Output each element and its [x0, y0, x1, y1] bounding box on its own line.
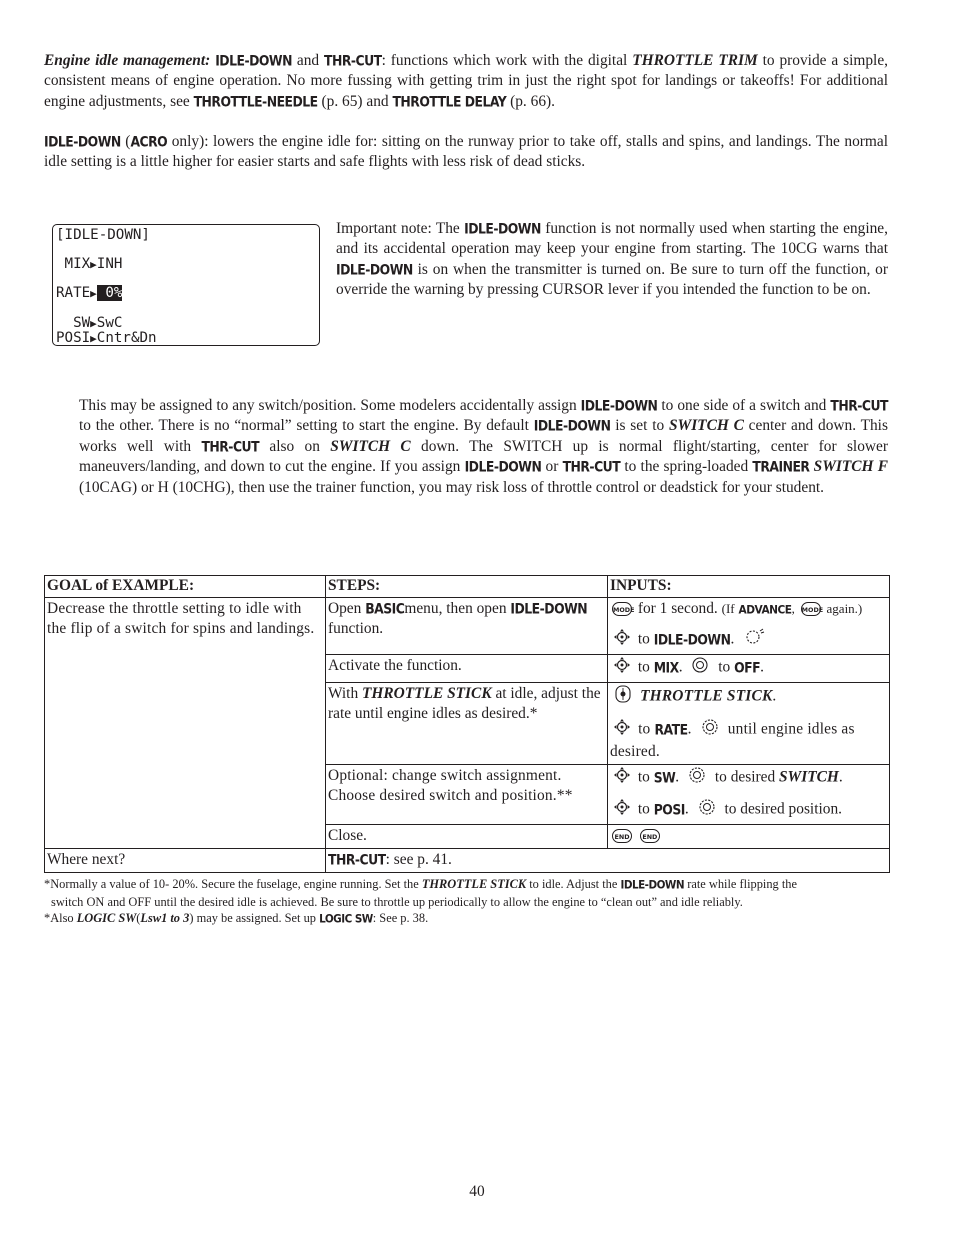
fn-advance: ADVANCE	[738, 603, 792, 617]
throttle-stick-ref: THROTTLE STICK	[421, 877, 527, 891]
arrow-right-icon: ▶	[90, 287, 97, 300]
header-inputs: INPUTS:	[608, 576, 890, 598]
cursor-lever-icon	[613, 798, 631, 822]
text: to	[637, 658, 650, 676]
switch-c-ref: SWITCH C	[668, 417, 744, 435]
text: switch ON and OFF until the desired idle is achieved. Be sure to throttle up periodically to allow the engine to “clean out” and idle reliably.	[51, 895, 743, 909]
text: only): lowers the engine idle for: sitting on the runway prior to take off, stalls and spins, and landings. The normal idle setting is a little higher for easier starts and safe flights with less risk of dead sticks.	[44, 133, 888, 171]
lcd-posi-value: Cntr&Dn	[96, 330, 157, 346]
intro-paragraph	[44, 51, 888, 112]
fn-thr-cut: THR-CUT	[328, 851, 386, 868]
lcd-sw-label: SW	[56, 315, 91, 331]
text: ,	[791, 601, 795, 616]
text: With	[328, 685, 359, 702]
text: *Normally a value of 10- 20%. Secure the fuselage, engine running. Set the	[44, 877, 419, 891]
fn-logic-sw: LOGIC SW	[319, 912, 373, 926]
lcd-screen	[52, 224, 320, 346]
fn-posi: POSI	[653, 800, 685, 818]
text: function is not normally used when starting the engine, and its accidental operation may keep your engine from starting. The 10CG warns that	[336, 220, 888, 258]
text: center and down. This works well with	[79, 417, 888, 455]
cursor-lever-icon	[613, 628, 631, 652]
text: to	[637, 768, 650, 786]
text: to	[637, 800, 650, 818]
throttle-stick-ref: THROTTLE STICK	[640, 687, 773, 705]
text: to idle. Adjust the	[529, 877, 618, 891]
text: for 1 second.	[637, 600, 718, 617]
text: .	[684, 800, 689, 818]
lcd-rate-value: 0%	[96, 285, 123, 301]
header-goal: GOAL of EXAMPLE:	[45, 576, 326, 598]
text: menu, then open	[404, 600, 507, 617]
text: (10CAG) or H (10CHG), then use the trainer function, you may risk loss of throttle control or deadstick for your student.	[79, 478, 825, 496]
text: .	[675, 768, 680, 786]
page-number: 40	[469, 1183, 485, 1200]
input-line	[610, 599, 887, 620]
text: .	[760, 658, 764, 676]
text: .	[678, 658, 683, 676]
text: to one side of a switch and	[661, 397, 827, 414]
dial-icon	[689, 656, 711, 680]
text: is set to	[615, 417, 665, 435]
fn-idle-down: IDLE-DOWN	[510, 600, 588, 617]
text: .	[772, 687, 777, 705]
text: to	[718, 658, 731, 676]
fn-sw: SW	[653, 768, 676, 786]
text: Important note: The	[336, 220, 460, 237]
fn-basic: BASIC	[365, 600, 405, 617]
important-note	[336, 219, 888, 301]
input-close	[608, 825, 890, 849]
lcd-title: [IDLE-DOWN]	[56, 227, 150, 243]
arrow-right-icon: ▶	[90, 332, 97, 345]
input-line	[610, 798, 887, 822]
end-button-icon: END	[612, 829, 632, 843]
dial-icon	[696, 798, 718, 822]
throttle-trim-ref: THROTTLE TRIM	[632, 52, 758, 69]
input-line	[610, 718, 887, 762]
lcd-rate-label: RATE	[56, 285, 91, 301]
fn-mix: MIX	[653, 658, 679, 676]
input-activate	[608, 655, 890, 683]
lcd-posi-row	[56, 331, 157, 346]
text: (If	[721, 601, 735, 616]
table-row	[45, 849, 890, 873]
text: function.	[328, 620, 384, 637]
text: to provide a simple, consistent means of engine operation. No more fussing with getting trim in just the right spot for landings or takeoffs! For additional engine adjustments, see	[44, 52, 888, 110]
text: at idle, adjust the rate until engine idles as desired.*	[328, 685, 601, 722]
text: to the spring-loaded	[624, 458, 749, 476]
text: down. The SWITCH up is normal flight/starting, center for slower maneuvers/landing, and down to cut the engine. If you assign	[79, 437, 888, 476]
text: (p. 65) and	[321, 92, 389, 110]
fn-idle-down: IDLE-DOWN	[653, 630, 731, 648]
assignment-paragraph	[79, 396, 888, 498]
text: .	[730, 630, 735, 648]
table-header-row	[45, 576, 890, 598]
text: to the other. There is no “normal” setting to start the engine. By default	[79, 417, 529, 435]
text: (	[136, 911, 141, 925]
switch-c-ref: SWITCH C	[330, 437, 411, 455]
text: This may be assigned to any switch/position. Some modelers accidentally assign	[79, 397, 577, 414]
text: *Also	[44, 911, 74, 925]
idle-down-description	[44, 132, 888, 173]
footnote-2	[44, 910, 894, 928]
step-activate: Activate the function.	[326, 655, 608, 683]
text: and	[296, 52, 320, 69]
fn-thr-cut: THR-CUT	[201, 437, 260, 455]
mode-button-icon: MODE	[801, 602, 821, 616]
cursor-lever-icon	[613, 766, 631, 790]
text: is on when the transmitter is turned on. Be sure to turn off the function, or override the warning by pressing CURSOR lever if you intended the function to be on.	[336, 260, 888, 299]
text: )	[189, 911, 194, 925]
fn-idle-down: IDLE-DOWN	[620, 878, 685, 892]
cursor-lever-icon	[613, 718, 631, 742]
fn-idle-down: IDLE-DOWN	[336, 260, 413, 278]
fn-thr-cut: THR-CUT	[830, 397, 888, 414]
text: or	[545, 458, 559, 476]
text: until engine idles as desired.	[610, 720, 855, 760]
fn-trainer: TRAINER	[752, 458, 810, 476]
end-button-icon: END	[640, 829, 660, 843]
step-open-menu	[326, 598, 608, 655]
lcd-mix-label: MIX	[56, 256, 91, 272]
step-switch: Optional: change switch assignment. Choose desired switch and position.**	[326, 765, 608, 825]
text: to	[638, 720, 651, 738]
step-adjust-rate	[326, 683, 608, 765]
text: to	[637, 630, 650, 648]
logic-sw-ref: LOGIC SW	[76, 911, 137, 925]
text: (p. 66).	[510, 92, 555, 110]
fn-throttle-needle: THROTTLE-NEEDLE	[193, 92, 318, 110]
fn-idle-down: IDLE-DOWN	[44, 133, 121, 150]
input-open-menu	[608, 598, 890, 655]
switch-ref: SWITCH	[779, 768, 839, 786]
text: to desired position.	[724, 800, 842, 818]
input-line	[610, 628, 887, 652]
fn-rate: RATE	[654, 720, 688, 738]
lcd-rate-row	[56, 286, 122, 301]
dial-icon	[699, 718, 721, 742]
mode-button-icon: MODE	[612, 602, 632, 616]
text: : functions which work with the digital	[381, 52, 628, 69]
arrow-right-icon: ▶	[90, 317, 97, 330]
dial-icon	[686, 766, 708, 790]
text: : See p. 38.	[372, 911, 429, 925]
step-close: Close.	[326, 825, 608, 849]
input-line	[610, 684, 887, 710]
table-row	[45, 598, 890, 655]
lcd-mix-row	[56, 257, 122, 272]
header-steps: STEPS:	[326, 576, 608, 598]
lcd-posi-label: POSI	[56, 330, 91, 346]
input-adjust-rate	[608, 683, 890, 765]
text: .	[838, 768, 843, 786]
footnote-1	[44, 876, 894, 911]
goal-cell: Decrease the throttle setting to idle with the flip of a switch for spins and landings.	[45, 598, 326, 849]
cursor-press-icon	[741, 628, 765, 652]
switch-f-ref: SWITCH F	[813, 458, 888, 476]
text: Open	[328, 600, 362, 617]
acro-label: ACRO	[130, 133, 168, 150]
where-next-target	[326, 849, 890, 873]
stick-icon	[613, 684, 633, 710]
fn-idle-down: IDLE-DOWN	[533, 417, 611, 435]
text: (	[125, 133, 131, 150]
fn-idle-down: IDLE-DOWN	[464, 220, 541, 237]
fn-idle-down: IDLE-DOWN	[464, 458, 542, 476]
arrow-right-icon: ▶	[90, 258, 97, 271]
steps-table	[44, 575, 890, 873]
fn-off: OFF	[734, 658, 761, 676]
lcd-sw-value: SwC	[96, 315, 123, 331]
text: also on	[269, 437, 320, 455]
text: may be assigned. Set up	[196, 911, 316, 925]
lsw-range: Lsw1 to 3	[140, 911, 190, 925]
text: : see p. 41.	[385, 851, 452, 868]
cursor-lever-icon	[613, 656, 631, 680]
lcd-sw-row	[56, 316, 122, 331]
fn-idle-down: IDLE-DOWN	[580, 397, 658, 414]
input-line	[610, 766, 887, 790]
where-next-cell: Where next?	[45, 849, 326, 873]
intro-lead: Engine idle management:	[44, 52, 211, 69]
input-switch	[608, 765, 890, 825]
fn-throttle-delay: THROTTLE DELAY	[392, 92, 507, 110]
text: .	[687, 720, 692, 738]
lcd-mix-value: INH	[96, 256, 123, 272]
fn-idle-down: IDLE-DOWN	[215, 52, 292, 69]
text: to desired	[714, 768, 776, 786]
text: rate while flipping the	[687, 877, 797, 891]
fn-thr-cut: THR-CUT	[324, 52, 382, 69]
text: again.)	[826, 601, 863, 616]
throttle-stick-ref: THROTTLE STICK	[362, 685, 492, 702]
fn-thr-cut: THR-CUT	[562, 458, 621, 476]
